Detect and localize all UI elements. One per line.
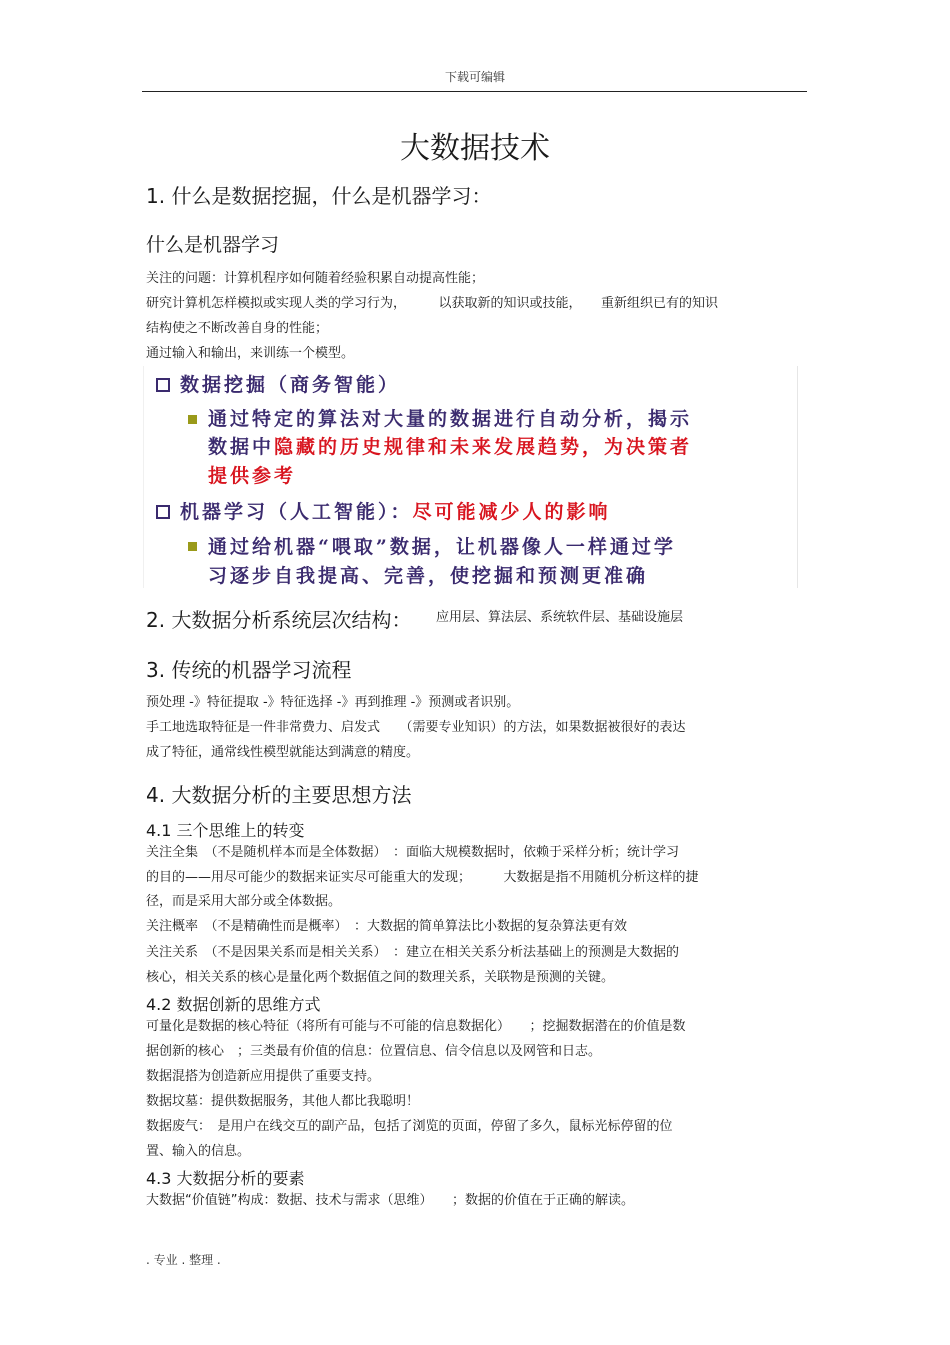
figure-item-2-title <box>180 497 611 524</box>
paragraph-line: 结构使之不断改善自身的性能； <box>146 321 329 336</box>
section-3-heading: 3. 传统的机器学习流程 <box>146 658 352 682</box>
paragraph-line: 关注概率 （不是精确性而是概率） ：大数据的简单算法比小数据的复杂算法更有效 <box>146 919 628 934</box>
paragraph-line: 径，而是采用大部分或全体数据。 <box>146 894 342 909</box>
figure-item-1-line-1: 通过特定的算法对大量的数据进行自动分析，揭示 <box>208 408 693 430</box>
section-2-heading: 2. 大数据分析系统层次结构： <box>146 608 412 632</box>
paragraph-line: 关注关系 （不是因果关系而是相关关系） ：建立在相关关系分析法基础上的预测是大数据的 <box>146 945 680 960</box>
paragraph-line: 数据坟墓：提供数据服务，其他人都比我聪明！ <box>146 1094 420 1109</box>
figure-item-1-line-3: 提供参考 <box>208 465 297 487</box>
paragraph-line: 核心，相关关系的核心是量化两个数据值之间的数理关系，关联物是预测的关键。 <box>146 970 615 985</box>
square-bullet-icon <box>156 378 170 392</box>
paragraph-line: 成了特征，通常线性模型就能达到满意的精度。 <box>146 745 420 760</box>
page-footer: . 专业 . 整理 . <box>146 1253 221 1267</box>
section-4-2-heading: 4.2 数据创新的思维方式 <box>146 995 321 1014</box>
filled-bullet-icon <box>188 415 197 424</box>
square-bullet-icon <box>156 505 170 519</box>
section-2-answer: 应用层、算法层、系统软件层、基础设施层 <box>436 610 684 625</box>
page-header: 下载可编辑 <box>444 70 505 84</box>
document-title: 大数据技术 <box>400 131 550 166</box>
figure-item-2-line-2: 习逐步自我提高、完善，使挖掘和预测更准确 <box>208 565 649 587</box>
filled-bullet-icon <box>188 542 197 551</box>
figure-item-1-line-2-highlight: 隐藏的历史规律和未来发展趋势，为决策者 <box>274 436 693 458</box>
section-4-3-heading: 4.3 大数据分析的要素 <box>146 1169 305 1188</box>
paragraph-line: 预处理 -》特征提取 -》特征选择 -》再到推理 -》预测或者识别。 <box>146 695 520 710</box>
figure-item-1-title: 数据挖掘（商务智能） <box>180 374 401 396</box>
figure-item-1-line-2-plain: 数据中 <box>208 436 275 458</box>
paragraph-line: 可量化是数据的核心特征（将所有可能与不可能的信息数据化） ；挖掘数据潜在的价值是数 <box>146 1019 686 1034</box>
figure-item-2-title-highlight: 尽可能减少人的影响 <box>412 501 611 523</box>
section-1-heading: 1. 什么是数据挖掘，什么是机器学习： <box>146 184 492 208</box>
figure-item-1-line-2 <box>208 432 692 459</box>
figure-item-2-line-1: 通过给机器“喂取”数据，让机器像人一样通过学 <box>208 536 676 558</box>
paragraph-line: 手工地选取特征是一件非常费力、启发式 （需要专业知识）的方法，如果数据被很好的表达 <box>146 720 686 735</box>
section-4-heading: 4. 大数据分析的主要思想方法 <box>146 783 412 807</box>
paragraph-line: 关注全集 （不是随机样本而是全体数据） ：面临大规模数据时，依赖于采样分析；统计学习 <box>146 845 680 860</box>
header-divider <box>142 91 807 92</box>
paragraph-line: 数据混搭为创造新应用提供了重要支持。 <box>146 1069 381 1084</box>
paragraph-line: 关注的问题：计算机程序如何随着经验积累自动提高性能； <box>146 271 485 286</box>
paragraph-line: 置、输入的信息。 <box>146 1144 251 1159</box>
figure-item-2-title-plain: 机器学习（人工智能）： <box>180 501 413 523</box>
paragraph-line: 数据废气： 是用户在线交互的副产品，包括了浏览的页面，停留了多久，鼠标光标停留的位 <box>146 1119 673 1134</box>
paragraph-line: 通过输入和输出，来训练一个模型。 <box>146 346 355 361</box>
slide-figure <box>143 366 798 588</box>
paragraph-line: 大数据“价值链”构成：数据、技术与需求（思维） ；数据的价值在于正确的解读。 <box>146 1193 634 1208</box>
section-1-subheading: 什么是机器学习 <box>146 234 280 256</box>
section-4-1-heading: 4.1 三个思维上的转变 <box>146 821 305 840</box>
paragraph-line: 据创新的核心 ；三类最有价值的信息：位置信息、信令信息以及网管和日志。 <box>146 1044 602 1059</box>
paragraph-line: 研究计算机怎样模拟或实现人类的学习行为， 以获取新的知识或技能， 重新组织已有的知识 <box>146 296 719 311</box>
paragraph-line: 的目的——用尽可能少的数据来证实尽可能重大的发现； 大数据是指不用随机分析这样的捷 <box>146 870 699 885</box>
